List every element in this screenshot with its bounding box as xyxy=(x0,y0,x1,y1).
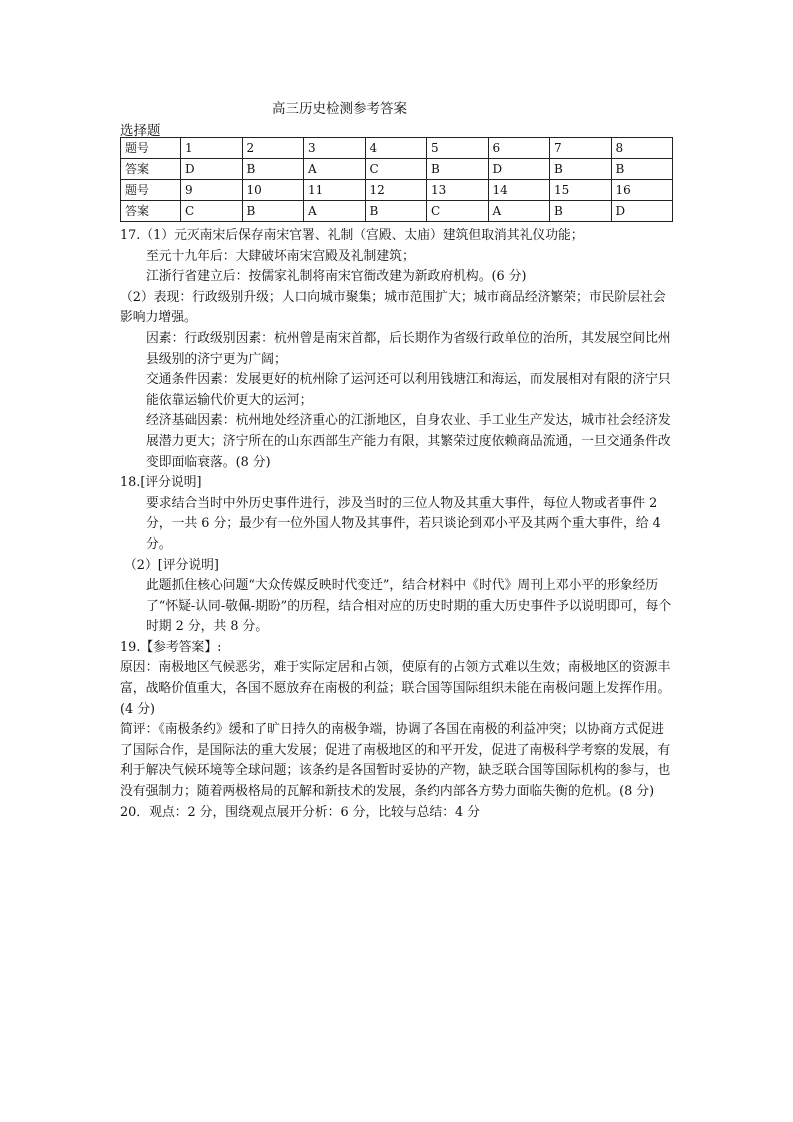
table-row xyxy=(121,159,673,180)
table-cell: 12 xyxy=(365,180,427,201)
table-cell: B xyxy=(550,201,612,222)
paragraph-17-2c: 交通条件因素：发展更好的杭州除了运河还可以利用钱塘江和海运，而发展相对有限的济宁只能依靠运输代价更大的运河； xyxy=(146,372,671,408)
paragraph-17-1: 17.（1）元灭南宋后保存南宋官署、礼制（宫殿、太庙）建筑但取消其礼仪功能； xyxy=(120,228,584,243)
paragraph-19-heading: 19.【参考答案】: xyxy=(120,639,222,655)
answer-table xyxy=(120,137,673,222)
table-cell: 答案 xyxy=(121,159,181,180)
table-cell: A xyxy=(304,201,366,222)
document-title: 高三历史检测参考答案 xyxy=(272,101,407,117)
paragraph-18-2: 此题抓住核心问题“大众传媒反映时代变迁”，结合材料中《时代》周刊上邓小平的形象经历了“怀疑-认同-敬佩-期盼”的历程，结合相对应的历史时期的重大历史事件予以说明即可，每个时期 2 分，共 8 分。 xyxy=(146,578,672,635)
table-cell: A xyxy=(488,201,550,222)
table-cell: 14 xyxy=(488,180,550,201)
table-cell: 13 xyxy=(427,180,489,201)
section-label: 选择题 xyxy=(120,123,161,139)
table-cell: 题号 xyxy=(121,180,181,201)
table-cell: C xyxy=(427,201,489,222)
table-cell: 10 xyxy=(242,180,304,201)
table-cell: A xyxy=(304,159,366,180)
table-row xyxy=(121,180,673,201)
paragraph-17-2d: 经济基础因素：杭州地处经济重心的江浙地区，自身农业、手工业生产发达，城市社会经济发展潜力更大；济宁所在的山东西部生产能力有限，其繁荣过度依赖商品流通，一旦交通条件改变即面临衰落。(8 分) xyxy=(146,413,671,470)
table-cell: 9 xyxy=(181,180,243,201)
table-cell: 15 xyxy=(550,180,612,201)
table-cell: B xyxy=(365,201,427,222)
table-cell: 1 xyxy=(181,138,243,159)
table-cell: 16 xyxy=(611,180,673,201)
table-cell: 7 xyxy=(550,138,612,159)
paragraph-18-heading: 18.[评分说明] xyxy=(120,475,202,491)
table-cell: B xyxy=(427,159,489,180)
table-cell: 8 xyxy=(611,138,673,159)
paragraph-18-2-heading: （2）[评分说明] xyxy=(124,557,219,573)
table-cell: B xyxy=(611,159,673,180)
paragraph-19-comment: 简评：《南极条约》缓和了旷日持久的南极争端，协调了各国在南极的利益冲突；以协商方式促进了国际合作，是国际法的重大发展；促进了南极地区的和平开发，促进了南极科学考察的发展，有利于解决气候环境等全球问题；该条约是各国暂时妥协的产物，缺乏联合国等国际机构的参与，也没有强制力；随着两极格局的瓦解和新技术的发展，条约内部各方势力面临失衡的危机。(8 分) xyxy=(120,722,671,800)
table-cell: B xyxy=(242,201,304,222)
paragraph-19-reason: 原因：南极地区气候恶劣，难于实际定居和占领，使原有的占领方式难以生效；南极地区的资源丰富，战略价值重大，各国不愿放弃在南极的利益；联合国等国际组织未能在南极问题上发挥作用。(4 分) xyxy=(120,660,671,717)
table-cell: C xyxy=(365,159,427,180)
table-cell: 5 xyxy=(427,138,489,159)
paragraph-17-1b: 至元十九年后：大肆破坏南宋宫殿及礼制建筑； xyxy=(146,248,415,264)
table-row xyxy=(121,201,673,222)
table-cell: 6 xyxy=(488,138,550,159)
table-cell: 2 xyxy=(242,138,304,159)
table-cell: D xyxy=(181,159,243,180)
table-cell: C xyxy=(181,201,243,222)
table-cell: B xyxy=(550,159,612,180)
table-cell: D xyxy=(488,159,550,180)
table-cell: 答案 xyxy=(121,201,181,222)
paragraph-20: 20．观点：2 分，围绕观点展开分析：6 分，比较与总结：4 分 xyxy=(120,804,481,820)
answer-body xyxy=(120,226,676,823)
table-row xyxy=(121,138,673,159)
paragraph-17-2: （2）表现：行政级别升级；人口向城市聚集；城市范围扩大；城市商品经济繁荣；市民阶层社会影响力增强。 xyxy=(120,289,666,326)
table-cell: B xyxy=(242,159,304,180)
table-cell: D xyxy=(611,201,673,222)
table-cell: 4 xyxy=(365,138,427,159)
paragraph-17-2b: 因素：行政级别因素：杭州曾是南宋首都，后长期作为省级行政单位的治所，其发展空间比州县级别的济宁更为广阔； xyxy=(146,330,671,367)
table-cell: 11 xyxy=(304,180,366,201)
paragraph-18-1: 要求结合当时中外历史事件进行，涉及当时的三位人物及其重大事件，每位人物或者事件 2 分，一共 6 分；最少有一位外国人物及其事件，若只谈论到邓小平及其两个重大事件，给 4 分。 xyxy=(146,495,661,552)
table-cell: 3 xyxy=(304,138,366,159)
paragraph-17-1c: 江浙行省建立后：按儒家礼制将南宋官衙改建为新政府机构。(6 分) xyxy=(146,269,527,285)
table-cell: 题号 xyxy=(121,138,181,159)
